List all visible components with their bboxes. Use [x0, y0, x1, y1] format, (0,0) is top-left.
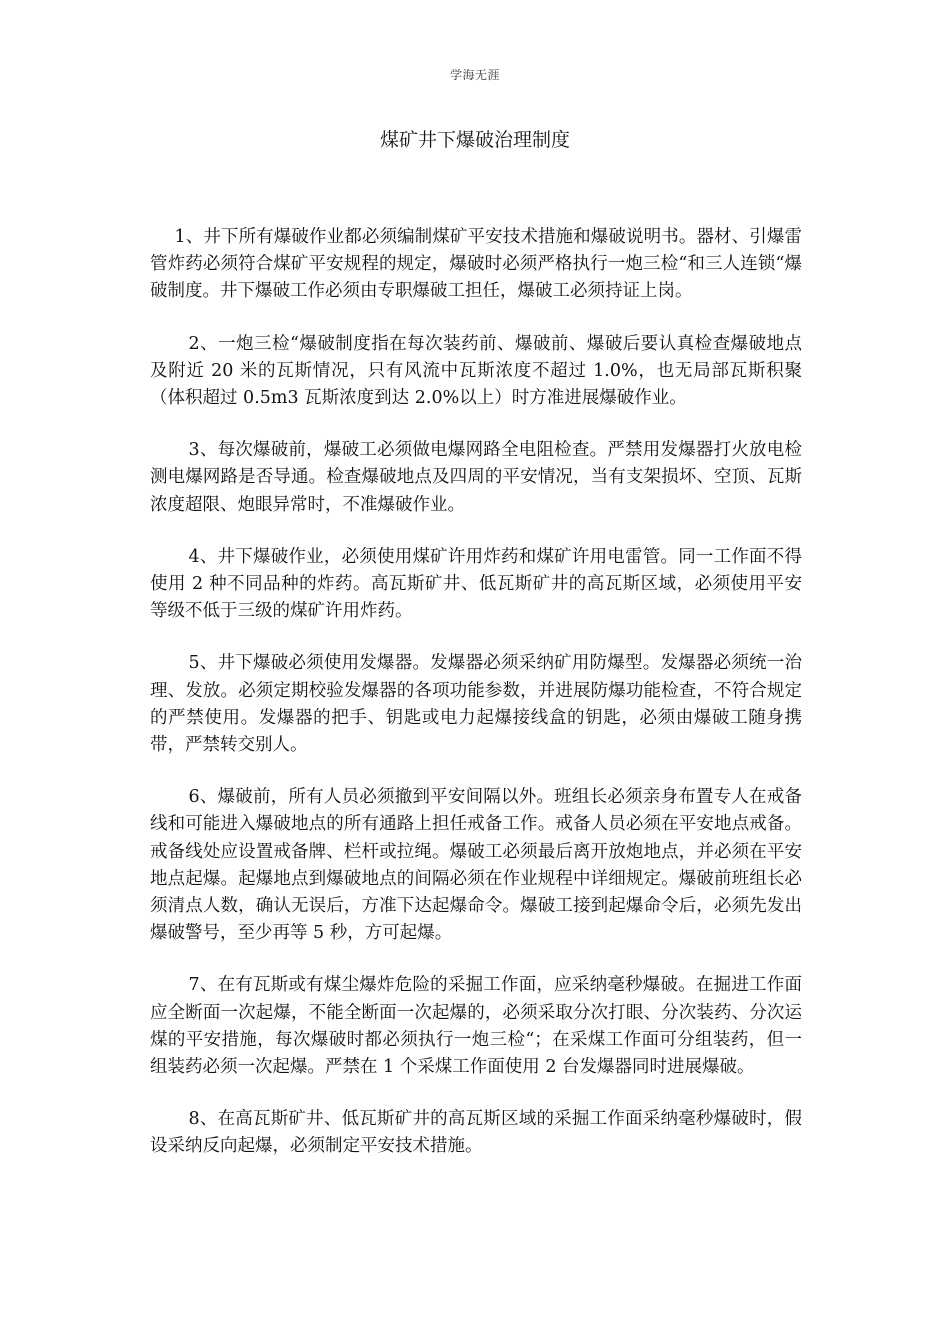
document-title: 煤矿井下爆破治理制度 [379, 129, 570, 151]
document-body [150, 224, 802, 1186]
paragraph-8: 8、在高瓦斯矿井、低瓦斯矿井的高瓦斯区域的采掘工作面采纳毫秒爆破时，假设采纳反向起爆，必须制定平安技术措施。 [150, 1109, 802, 1157]
paragraph-2: 2、一炮三检“爆破制度指在每次装药前、爆破前、爆破后要认真检查爆破地点及附近 20 米的瓦斯情况，只有风流中瓦斯浓度不超过 1.0%，也无局部瓦斯积聚（体积超过 0.5m3 瓦斯浓度到达 2.0%以上）时方准进展爆破作业。 [150, 333, 802, 409]
paragraph-7: 7、在有瓦斯或有煤尘爆炸危险的采掘工作面，应采纳毫秒爆破。在掘进工作面应全断面一次起爆，不能全断面一次起爆的，必须采取分次打眼、分次装药、分次运煤的平安措施，每次爆破时都必须执行一炮三检“；在采煤工作面可分组装药，但一组装药必须一次起爆。严禁在 1 个采煤工作面使用 2 台发爆器同时进展爆破。 [150, 975, 802, 1078]
paragraph-6: 6、爆破前，所有人员必须撤到平安间隔以外。班组长必须亲身布置专人在戒备线和可能进入爆破地点的所有通路上担任戒备工作。戒备人员必须在平安地点戒备。戒备线处应设置戒备牌、栏杆或拉绳。爆破工必须最后离开放炮地点，并必须在平安地点起爆。起爆地点到爆破地点的间隔必须在作业规程中详细规定。爆破前班组长必须清点人数，确认无误后，方准下达起爆命令。爆破工接到起爆命令后，必须先发出爆破警号，至少再等 5 秒，方可起爆。 [150, 787, 802, 944]
paragraph-5: 5、井下爆破必须使用发爆器。发爆器必须采纳矿用防爆型。发爆器必须统一治理、发放。必须定期校验发爆器的各项功能参数，并进展防爆功能检查，不符合规定的严禁使用。发爆器的把手、钥匙或电力起爆接线盒的钥匙，必须由爆破工随身携带，严禁转交别人。 [150, 653, 802, 756]
paragraph-1: 1、井下所有爆破作业都必须编制煤矿平安技术措施和爆破说明书。器材、引爆雷管炸药必须符合煤矿平安规程的规定，爆破时必须严格执行一炮三检“和三人连锁“爆破制度。井下爆破工作必须由专职爆破工担任，爆破工必须持证上岗。 [150, 227, 802, 302]
paragraph-4: 4、井下爆破作业，必须使用煤矿许用炸药和煤矿许用电雷管。同一工作面不得使用 2 种不同品种的炸药。高瓦斯矿井、低瓦斯矿井的高瓦斯区域，必须使用平安等级不低于三级的煤矿许用炸药。 [150, 546, 802, 622]
paragraph-3: 3、每次爆破前，爆破工必须做电爆网路全电阻检查。严禁用发爆器打火放电检测电爆网路是否导通。检查爆破地点及四周的平安情况，当有支架损坏、空顶、瓦斯浓度超限、炮眼异常时，不准爆破作业。 [150, 440, 802, 515]
page-header: 学海无涯 [449, 68, 500, 82]
